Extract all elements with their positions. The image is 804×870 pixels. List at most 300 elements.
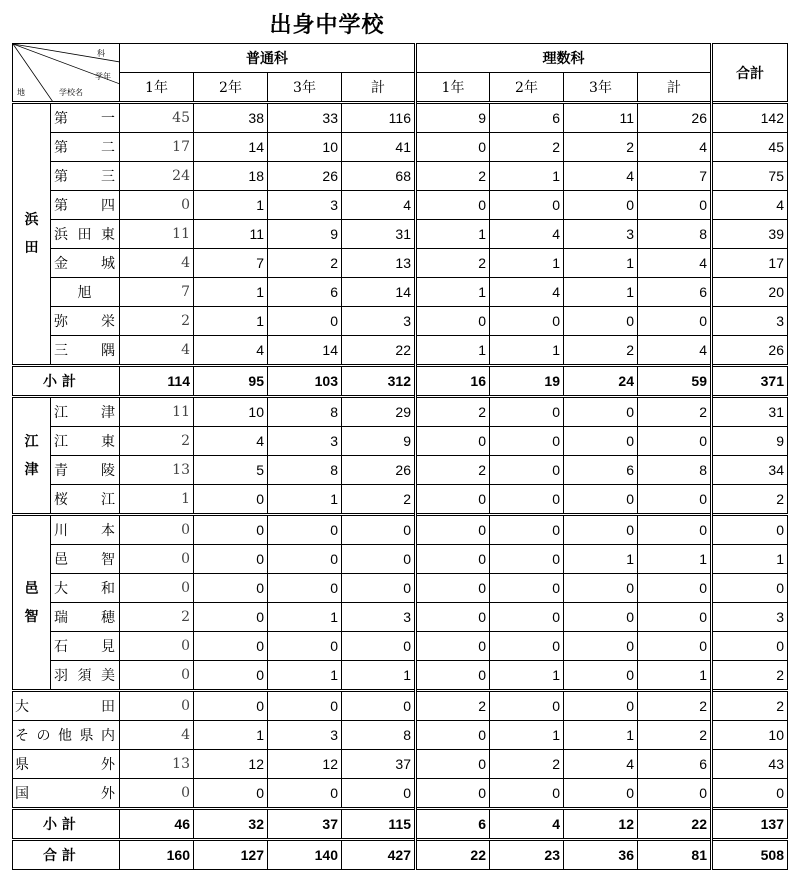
cell-value: 0 bbox=[638, 515, 712, 545]
summary-label-text: 小 計 bbox=[43, 374, 76, 390]
cell-total: 2 bbox=[712, 691, 788, 721]
table-row bbox=[13, 307, 788, 336]
cell-value: 1 bbox=[490, 661, 564, 691]
school-name-char: 他 bbox=[58, 728, 72, 744]
cell-value: 9 bbox=[342, 427, 416, 456]
cell-value: 2 bbox=[416, 456, 490, 485]
cell-value: 0 bbox=[416, 133, 490, 162]
cell-value: 0 bbox=[120, 632, 194, 661]
cell-value: 0 bbox=[490, 574, 564, 603]
cell-value: 0 bbox=[638, 779, 712, 809]
cell-value: 2 bbox=[490, 750, 564, 779]
school-name-text bbox=[54, 282, 119, 302]
cell-value: 0 bbox=[490, 191, 564, 220]
cell-value: 6 bbox=[564, 456, 638, 485]
cell-value: 4 bbox=[194, 336, 268, 366]
school-name-char: 瑞 bbox=[54, 610, 68, 626]
region-label bbox=[13, 397, 51, 515]
school-name-text bbox=[54, 578, 119, 598]
school-name bbox=[51, 307, 120, 336]
cell-value: 0 bbox=[564, 515, 638, 545]
school-name-char: 江 bbox=[54, 434, 68, 450]
cell-total: 39 bbox=[712, 220, 788, 249]
table-row bbox=[13, 220, 788, 249]
cell-value: 4 bbox=[490, 809, 564, 840]
cell-value: 0 bbox=[120, 515, 194, 545]
cell-value: 22 bbox=[638, 809, 712, 840]
cell-value: 37 bbox=[342, 750, 416, 779]
cell-value: 41 bbox=[342, 133, 416, 162]
cell-value: 45 bbox=[120, 103, 194, 133]
cell-value: 2 bbox=[638, 721, 712, 750]
school-name-char: 青 bbox=[54, 463, 68, 479]
school-name-text bbox=[15, 725, 119, 745]
school-name bbox=[51, 427, 120, 456]
school-name-char: 外 bbox=[101, 786, 115, 802]
cell-value: 0 bbox=[490, 779, 564, 809]
school-name-char: 江 bbox=[101, 492, 115, 508]
cell-value: 3 bbox=[564, 220, 638, 249]
cell-value: 26 bbox=[638, 103, 712, 133]
cell-value: 0 bbox=[564, 427, 638, 456]
cell-value: 0 bbox=[120, 545, 194, 574]
cell-value: 4 bbox=[638, 336, 712, 366]
cell-value: 9 bbox=[416, 103, 490, 133]
corner-label-subject: 科 bbox=[97, 49, 105, 58]
school-name-char: 城 bbox=[101, 256, 115, 272]
cell-value: 0 bbox=[564, 307, 638, 336]
cell-value: 0 bbox=[194, 632, 268, 661]
school-name-char: 栄 bbox=[101, 314, 115, 330]
cell-value: 10 bbox=[194, 397, 268, 427]
cell-value: 0 bbox=[638, 603, 712, 632]
school-name-char: 隅 bbox=[101, 343, 115, 359]
school-name-char: 川 bbox=[54, 523, 68, 539]
cell-value: 0 bbox=[416, 574, 490, 603]
cell-value: 11 bbox=[120, 397, 194, 427]
cell-value: 26 bbox=[268, 162, 342, 191]
cell-value: 312 bbox=[342, 366, 416, 397]
cell-value: 0 bbox=[194, 779, 268, 809]
cell-value: 0 bbox=[416, 632, 490, 661]
header-general-year3: 3年 bbox=[268, 73, 342, 103]
school-name bbox=[51, 133, 120, 162]
table-row bbox=[13, 485, 788, 515]
cell-value: 0 bbox=[638, 307, 712, 336]
region-char: 邑 bbox=[24, 580, 39, 597]
cell-value: 2 bbox=[564, 133, 638, 162]
cell-value: 0 bbox=[490, 515, 564, 545]
school-name-text bbox=[15, 783, 119, 803]
cell-value: 7 bbox=[194, 249, 268, 278]
table-row bbox=[13, 133, 788, 162]
cell-value: 1 bbox=[194, 191, 268, 220]
cell-total: 0 bbox=[712, 779, 788, 809]
cell-value: 0 bbox=[416, 603, 490, 632]
school-name-char: 第 bbox=[54, 169, 68, 185]
school-name-text bbox=[15, 754, 119, 774]
cell-value: 0 bbox=[416, 545, 490, 574]
region-label bbox=[13, 515, 51, 691]
school-name bbox=[51, 632, 120, 661]
cell-value: 0 bbox=[638, 632, 712, 661]
header-total: 合計 bbox=[712, 44, 788, 103]
school-name-char: 旭 bbox=[77, 285, 92, 301]
cell-value: 1 bbox=[490, 162, 564, 191]
cell-value: 22 bbox=[416, 840, 490, 870]
cell-value: 0 bbox=[416, 750, 490, 779]
school-name-text bbox=[54, 402, 119, 422]
cell-total: 2 bbox=[712, 485, 788, 515]
cell-value: 11 bbox=[194, 220, 268, 249]
school-name-char: 二 bbox=[101, 140, 115, 156]
corner-label-area: 地 bbox=[17, 88, 25, 97]
cell-value: 0 bbox=[120, 191, 194, 220]
table-row bbox=[13, 103, 788, 133]
cell-value: 8 bbox=[342, 721, 416, 750]
cell-value: 0 bbox=[490, 397, 564, 427]
school-name-char: 東 bbox=[101, 434, 115, 450]
school-name-text bbox=[54, 311, 119, 331]
cell-value: 3 bbox=[268, 427, 342, 456]
school-name bbox=[51, 220, 120, 249]
cell-value: 0 bbox=[120, 661, 194, 691]
cell-value: 1 bbox=[194, 278, 268, 307]
school-name bbox=[13, 721, 120, 750]
cell-value: 0 bbox=[490, 545, 564, 574]
table-row bbox=[13, 603, 788, 632]
cell-value: 0 bbox=[638, 427, 712, 456]
school-name bbox=[51, 574, 120, 603]
cell-total: 10 bbox=[712, 721, 788, 750]
school-name-char: 田 bbox=[101, 699, 115, 715]
cell-value: 2 bbox=[120, 427, 194, 456]
cell-value: 1 bbox=[564, 278, 638, 307]
cell-value: 0 bbox=[342, 779, 416, 809]
cell-value: 0 bbox=[490, 632, 564, 661]
cell-value: 0 bbox=[416, 779, 490, 809]
table-row bbox=[13, 336, 788, 366]
cell-value: 1 bbox=[638, 545, 712, 574]
cell-value: 0 bbox=[120, 691, 194, 721]
school-name-char: 田 bbox=[77, 227, 92, 243]
school-name-char: 和 bbox=[101, 581, 115, 597]
school-name-char: 県 bbox=[79, 728, 94, 744]
school-name-char: そ bbox=[15, 728, 29, 744]
corner-header bbox=[13, 44, 120, 103]
cell-value: 0 bbox=[490, 603, 564, 632]
cell-value: 2 bbox=[120, 603, 194, 632]
cell-value: 116 bbox=[342, 103, 416, 133]
cell-value: 2 bbox=[638, 691, 712, 721]
cell-value: 2 bbox=[564, 336, 638, 366]
table-row bbox=[13, 162, 788, 191]
school-name-char: 東 bbox=[101, 227, 115, 243]
cell-value: 1 bbox=[268, 603, 342, 632]
cell-value: 12 bbox=[194, 750, 268, 779]
cell-value: 8 bbox=[638, 220, 712, 249]
summary-row bbox=[13, 366, 788, 397]
school-name-char: 県 bbox=[15, 757, 29, 773]
cell-value: 2 bbox=[416, 162, 490, 191]
school-name-char: 見 bbox=[101, 639, 115, 655]
cell-value: 0 bbox=[342, 632, 416, 661]
cell-value: 14 bbox=[342, 278, 416, 307]
cell-value: 0 bbox=[564, 485, 638, 515]
cell-value: 1 bbox=[564, 249, 638, 278]
cell-value: 22 bbox=[342, 336, 416, 366]
cell-value: 4 bbox=[564, 750, 638, 779]
cell-value: 0 bbox=[342, 545, 416, 574]
cell-value: 13 bbox=[120, 456, 194, 485]
cell-value: 26 bbox=[342, 456, 416, 485]
school-name-char: 陵 bbox=[101, 463, 115, 479]
region-label bbox=[13, 103, 51, 366]
cell-total: 142 bbox=[712, 103, 788, 133]
school-name bbox=[51, 545, 120, 574]
cell-value: 3 bbox=[342, 307, 416, 336]
cell-value: 17 bbox=[120, 133, 194, 162]
cell-value: 0 bbox=[416, 721, 490, 750]
cell-value: 0 bbox=[194, 574, 268, 603]
cell-value: 1 bbox=[194, 307, 268, 336]
cell-value: 7 bbox=[120, 278, 194, 307]
cell-value: 1 bbox=[638, 661, 712, 691]
cell-value: 0 bbox=[342, 515, 416, 545]
cell-total: 9 bbox=[712, 427, 788, 456]
table-row bbox=[13, 632, 788, 661]
cell-value: 95 bbox=[194, 366, 268, 397]
school-name-char: 須 bbox=[77, 668, 92, 684]
cell-value: 24 bbox=[120, 162, 194, 191]
cell-value: 0 bbox=[194, 545, 268, 574]
cell-value: 8 bbox=[638, 456, 712, 485]
school-name bbox=[51, 162, 120, 191]
cell-value: 0 bbox=[564, 779, 638, 809]
cell-value: 0 bbox=[490, 485, 564, 515]
cell-value: 1 bbox=[564, 721, 638, 750]
table-row bbox=[13, 191, 788, 220]
school-name-text bbox=[54, 665, 119, 685]
cell-value: 6 bbox=[490, 103, 564, 133]
cell-value: 0 bbox=[416, 485, 490, 515]
page-title: 出身中学校 bbox=[269, 13, 385, 38]
school-name bbox=[51, 249, 120, 278]
cell-value: 0 bbox=[120, 574, 194, 603]
cell-value: 0 bbox=[268, 574, 342, 603]
cell-value: 1 bbox=[268, 485, 342, 515]
school-name-text bbox=[54, 340, 119, 360]
cell-value: 0 bbox=[490, 427, 564, 456]
region-char: 浜 bbox=[24, 212, 39, 228]
cell-value: 13 bbox=[342, 249, 416, 278]
cell-value: 68 bbox=[342, 162, 416, 191]
cell-value: 0 bbox=[120, 779, 194, 809]
cell-value: 1 bbox=[268, 661, 342, 691]
school-name bbox=[13, 691, 120, 721]
table-row bbox=[13, 515, 788, 545]
region-char: 江 bbox=[24, 433, 39, 450]
summary-label-text: 小 計 bbox=[43, 817, 76, 833]
school-name-text bbox=[54, 195, 119, 215]
school-name bbox=[51, 103, 120, 133]
school-name-char: 本 bbox=[101, 523, 115, 539]
cell-value: 0 bbox=[194, 485, 268, 515]
cell-value: 0 bbox=[416, 307, 490, 336]
cell-value: 4 bbox=[638, 249, 712, 278]
header-science-year3: 3年 bbox=[564, 73, 638, 103]
school-name bbox=[51, 397, 120, 427]
header-general-year2: 2年 bbox=[194, 73, 268, 103]
cell-value: 0 bbox=[638, 191, 712, 220]
region-char: 智 bbox=[24, 608, 39, 625]
cell-value: 33 bbox=[268, 103, 342, 133]
header-science-year2: 2年 bbox=[490, 73, 564, 103]
school-name-char: 第 bbox=[54, 111, 68, 127]
cell-total: 137 bbox=[712, 809, 788, 840]
cell-value: 32 bbox=[194, 809, 268, 840]
cell-value: 37 bbox=[268, 809, 342, 840]
cell-total: 20 bbox=[712, 278, 788, 307]
cell-value: 0 bbox=[416, 661, 490, 691]
cell-value: 0 bbox=[194, 515, 268, 545]
cell-value: 46 bbox=[120, 809, 194, 840]
cell-value: 10 bbox=[268, 133, 342, 162]
cell-total: 43 bbox=[712, 750, 788, 779]
cell-value: 4 bbox=[120, 721, 194, 750]
cell-value: 13 bbox=[120, 750, 194, 779]
cell-value: 0 bbox=[342, 691, 416, 721]
cell-value: 0 bbox=[564, 603, 638, 632]
school-name-char: 津 bbox=[101, 405, 115, 421]
cell-value: 3 bbox=[268, 721, 342, 750]
cell-value: 1 bbox=[564, 545, 638, 574]
cell-value: 9 bbox=[268, 220, 342, 249]
school-name-text bbox=[54, 636, 119, 656]
cell-value: 1 bbox=[416, 336, 490, 366]
school-name-text bbox=[54, 431, 119, 451]
cell-value: 0 bbox=[638, 485, 712, 515]
school-name-text bbox=[54, 489, 119, 509]
summary-label-text: 合 計 bbox=[43, 848, 76, 864]
cell-value: 1 bbox=[342, 661, 416, 691]
school-name-char: 智 bbox=[101, 552, 115, 568]
table-row bbox=[13, 574, 788, 603]
school-name-text bbox=[54, 224, 119, 244]
cell-total: 4 bbox=[712, 191, 788, 220]
table-row bbox=[13, 249, 788, 278]
cell-value: 0 bbox=[564, 191, 638, 220]
cell-value: 127 bbox=[194, 840, 268, 870]
cell-value: 2 bbox=[268, 249, 342, 278]
cell-value: 81 bbox=[638, 840, 712, 870]
cell-total: 31 bbox=[712, 397, 788, 427]
table-row bbox=[13, 750, 788, 779]
cell-value: 0 bbox=[342, 574, 416, 603]
cell-value: 1 bbox=[490, 336, 564, 366]
school-name-char: 羽 bbox=[54, 668, 68, 684]
cell-value: 16 bbox=[416, 366, 490, 397]
table-row bbox=[13, 278, 788, 307]
cell-value: 0 bbox=[194, 661, 268, 691]
table-row bbox=[13, 397, 788, 427]
cell-value: 24 bbox=[564, 366, 638, 397]
summary-label bbox=[13, 366, 120, 397]
cell-total: 0 bbox=[712, 515, 788, 545]
cell-value: 0 bbox=[564, 574, 638, 603]
cell-value: 2 bbox=[416, 249, 490, 278]
cell-value: 2 bbox=[638, 397, 712, 427]
cell-value: 7 bbox=[638, 162, 712, 191]
cell-value: 0 bbox=[194, 691, 268, 721]
cell-value: 0 bbox=[268, 515, 342, 545]
cell-value: 2 bbox=[490, 133, 564, 162]
cell-value: 4 bbox=[194, 427, 268, 456]
cell-total: 371 bbox=[712, 366, 788, 397]
school-name-char: 穂 bbox=[101, 610, 115, 626]
cell-value: 115 bbox=[342, 809, 416, 840]
school-name-text bbox=[54, 549, 119, 569]
cell-total: 3 bbox=[712, 603, 788, 632]
cell-value: 0 bbox=[416, 515, 490, 545]
school-name bbox=[51, 515, 120, 545]
school-name-char: 大 bbox=[54, 581, 68, 597]
cell-value: 1 bbox=[120, 485, 194, 515]
school-name-char: 三 bbox=[101, 169, 115, 185]
cell-value: 427 bbox=[342, 840, 416, 870]
cell-value: 36 bbox=[564, 840, 638, 870]
school-name bbox=[51, 603, 120, 632]
cell-value: 0 bbox=[490, 307, 564, 336]
cell-value: 11 bbox=[120, 220, 194, 249]
school-name-char: 江 bbox=[54, 405, 68, 421]
school-name-char: の bbox=[36, 728, 51, 744]
school-name-char: 石 bbox=[54, 639, 68, 655]
cell-value: 0 bbox=[268, 779, 342, 809]
cell-total: 26 bbox=[712, 336, 788, 366]
school-name bbox=[51, 278, 120, 307]
school-name-char: 国 bbox=[15, 786, 29, 802]
school-name-char: 邑 bbox=[54, 552, 68, 568]
cell-value: 4 bbox=[342, 191, 416, 220]
cell-value: 0 bbox=[416, 191, 490, 220]
school-name-char: 第 bbox=[54, 140, 68, 156]
cell-value: 8 bbox=[268, 456, 342, 485]
enrollment-table bbox=[12, 43, 788, 870]
cell-value: 12 bbox=[564, 809, 638, 840]
cell-total: 45 bbox=[712, 133, 788, 162]
school-name-char: 一 bbox=[101, 111, 115, 127]
school-name-char: 桜 bbox=[54, 492, 68, 508]
school-name-char: 金 bbox=[54, 256, 68, 272]
table-row bbox=[13, 456, 788, 485]
cell-total: 17 bbox=[712, 249, 788, 278]
summary-label bbox=[13, 809, 120, 840]
cell-total: 1 bbox=[712, 545, 788, 574]
school-name-text bbox=[15, 696, 119, 716]
cell-value: 160 bbox=[120, 840, 194, 870]
cell-value: 6 bbox=[638, 750, 712, 779]
cell-value: 4 bbox=[564, 162, 638, 191]
corner-label-school: 学校名 bbox=[59, 88, 83, 97]
header-science: 理数科 bbox=[416, 44, 712, 73]
cell-value: 14 bbox=[268, 336, 342, 366]
cell-value: 4 bbox=[490, 220, 564, 249]
school-name-char: 第 bbox=[54, 198, 68, 214]
summary-row bbox=[13, 809, 788, 840]
cell-value: 29 bbox=[342, 397, 416, 427]
school-name-char: 大 bbox=[15, 699, 29, 715]
